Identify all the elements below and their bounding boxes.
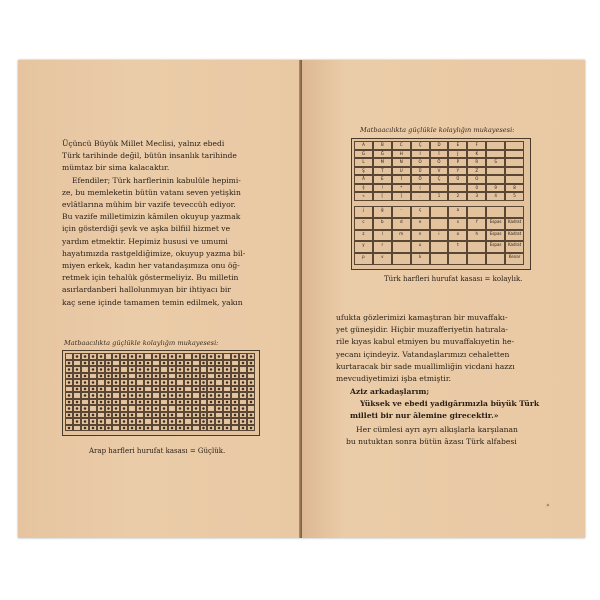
type-case-cell: 3 (467, 192, 486, 201)
arabic-case-cell (112, 425, 120, 432)
type-case-cell (486, 150, 505, 159)
arabic-case-cell (73, 425, 81, 432)
type-case-cell: Espas (486, 241, 505, 253)
type-case-cell: Ç (430, 175, 449, 184)
text-line: yardım etmektir. Hepimiz hususi ve umumi (62, 236, 228, 246)
type-case-cell: Kadrat (505, 218, 524, 230)
page-mark: » (546, 502, 550, 509)
type-case-cell: h (467, 230, 486, 242)
arabic-case-cell (144, 425, 152, 432)
type-case-cell: O (411, 158, 430, 167)
type-case-cell: 2 (448, 192, 467, 201)
type-case-cell: B (373, 141, 392, 150)
type-case-cell (430, 206, 449, 218)
type-case-cell: Espas (486, 218, 505, 230)
type-case-cell: A (354, 141, 373, 150)
type-case-cell (392, 253, 411, 265)
arabic-case-cell (97, 425, 105, 432)
type-case-cell: 0 (467, 184, 486, 193)
arabic-case-cell (176, 425, 184, 432)
type-case-cell (430, 184, 449, 193)
text-line: Türk tarihinde değil, bütün insanlık tarihinde (62, 151, 237, 161)
right-figure-caption: Matbaacılıkta güçlükle kolaylığın mukayesesi: (360, 126, 515, 134)
type-case-cell: G (354, 150, 373, 159)
type-case-cell (505, 141, 524, 150)
type-case-cell: U (392, 167, 411, 176)
type-case-cell: Ü (448, 175, 467, 184)
arabic-case-cell (81, 425, 89, 432)
turkish-type-case-figure (351, 138, 531, 270)
type-case-cell (467, 241, 486, 253)
arabic-type-case-grid (65, 353, 255, 431)
arabic-case-cell (105, 425, 113, 432)
arabic-case-cell (247, 425, 255, 432)
type-case-cell: C (392, 141, 411, 150)
type-case-cell: * (392, 184, 411, 193)
type-case-cell (486, 206, 505, 218)
text-line: kurtaracak bir sade muallimliğin vicdani hazzı (336, 361, 515, 371)
right-closing-text (346, 424, 518, 448)
text-line: Her cümlesi ayrı ayrı alkışlarla karşılanan (356, 425, 518, 434)
type-case-cell: ( (411, 184, 430, 193)
text-line: Bu vazife milletimizin kâmilen okuyup yazmak (62, 212, 241, 222)
type-case-cell: İ (392, 175, 411, 184)
type-case-cell: b (373, 218, 392, 230)
text-line: mevcudiyetimizi işba etmiştir. (336, 374, 452, 384)
type-case-cell: p (354, 253, 373, 265)
text-line: Üçüncü Büyük Millet Meclisi, yalnız ebedi (62, 139, 225, 148)
type-case-cell: Ç (411, 141, 430, 150)
type-case-cell: m (392, 230, 411, 242)
arabic-case-cell (136, 425, 144, 432)
type-case-cell: Ö (411, 175, 430, 184)
arabic-case-cell (65, 425, 73, 432)
type-case-cell: c (354, 218, 373, 230)
type-case-cell: Ö (430, 158, 449, 167)
type-case-cell (430, 253, 449, 265)
type-case-cell: s (448, 218, 467, 230)
type-case-cell: 1 (430, 192, 449, 201)
type-case-cell: k (411, 253, 430, 265)
arabic-case-cell (168, 425, 176, 432)
arabic-case-cell (184, 425, 192, 432)
text-line: milleti bir nur âlemine girecektir.» (350, 411, 499, 421)
right-body-text (336, 312, 515, 385)
type-case-cell: N (392, 158, 411, 167)
type-case-cell: z (354, 230, 373, 242)
left-figure-label: Arap harfleri hurufat kasası = Güçlük. (89, 447, 226, 455)
type-case-cell: Ü (411, 167, 430, 176)
type-case-cell: E (448, 141, 467, 150)
text-line: miyen erkek, kadın her vatandaşımıza onu öğ- (62, 261, 240, 271)
type-case-cell: Â (354, 175, 373, 184)
type-case-cell: V (430, 167, 449, 176)
arabic-type-case-figure (62, 350, 260, 436)
arabic-case-cell (128, 425, 136, 432)
type-case-cell: M (373, 158, 392, 167)
type-case-cell: I (411, 150, 430, 159)
type-case-cell: i (430, 230, 449, 242)
text-line: Yüksek ve ebedi yadigârımızla büyük Türk (360, 399, 540, 409)
text-line: retmek için tehalük göstermeliyiz. Bu milletin (62, 273, 239, 283)
type-case-cell (392, 241, 411, 253)
type-case-cell: F (467, 141, 486, 150)
arabic-case-cell (231, 425, 239, 432)
type-case-cell: H (392, 150, 411, 159)
type-case-cell (486, 167, 505, 176)
left-page (18, 60, 301, 538)
text-line: hayatımızda rastgeldiğimize, okuyup yazma bil- (62, 248, 246, 258)
type-case-cell (505, 175, 524, 184)
type-case-cell: 4 (486, 192, 505, 201)
right-figure-label: Türk harfleri hurufat kasası = kolaylık. (384, 275, 523, 283)
lower-case-grid (354, 206, 524, 265)
type-case-cell: ] (392, 192, 411, 201)
type-case-cell: E (373, 175, 392, 184)
type-case-cell (505, 150, 524, 159)
type-case-cell: t (448, 241, 467, 253)
text-line: bu nutuktan sonra bütün âzası Türk alfabesi (346, 437, 517, 447)
type-case-cell: « (354, 192, 373, 201)
type-case-cell: ğ (373, 206, 392, 218)
upper-case-grid (354, 141, 524, 201)
type-case-cell: S (486, 158, 505, 167)
type-case-cell: T (373, 167, 392, 176)
type-case-cell: - (392, 206, 411, 218)
arabic-case-cell (192, 425, 200, 432)
type-case-cell: J (448, 150, 467, 159)
arabic-case-cell (207, 425, 215, 432)
arabic-case-cell (215, 425, 223, 432)
type-case-cell: Kadrat (505, 230, 524, 242)
type-case-cell (486, 253, 505, 265)
text-line: Aziz arkadaşlarım; (350, 387, 430, 396)
text-line: ze, bu memleketin bütün vatanı seven yetişkin (62, 187, 241, 197)
type-case-cell: Z (467, 167, 486, 176)
arabic-case-cell (200, 425, 208, 432)
type-case-cell: v (373, 253, 392, 265)
text-line: için gösterdiği şevk ve aşka bilfiil hizmet ve (62, 224, 231, 234)
type-case-cell: f (467, 218, 486, 230)
type-case-cell: l (373, 230, 392, 242)
type-case-cell: y (354, 241, 373, 253)
left-body-text (62, 138, 245, 309)
arabic-case-cell (160, 425, 168, 432)
type-case-cell: 8 (505, 184, 524, 193)
type-case-cell: . (411, 192, 430, 201)
text-line: yecanı içindeyiz. Vatandaşlarımızı cehaletten (336, 349, 510, 359)
arabic-case-cell (89, 425, 97, 432)
type-case-cell: Ğ (373, 150, 392, 159)
text-line: yet güneşidir. Hiçbir muzafferiyetin hatırala- (336, 325, 508, 335)
type-case-cell: j (354, 206, 373, 218)
arabic-case-cell (120, 425, 128, 432)
type-case-cell (505, 167, 524, 176)
type-case-cell: a (448, 206, 467, 218)
type-case-cell: § (354, 184, 373, 193)
right-page (302, 60, 585, 538)
type-case-cell (448, 184, 467, 193)
type-case-cell: n (411, 230, 430, 242)
type-case-cell: 9 (486, 184, 505, 193)
type-case-cell (467, 253, 486, 265)
text-line: ufukta gözlerimizi kamaştıran bir muvaffakı- (336, 313, 508, 322)
type-case-cell: e (411, 218, 430, 230)
type-case-cell: Espas (486, 230, 505, 242)
type-case-cell (505, 158, 524, 167)
type-case-cell (430, 241, 449, 253)
arabic-case-cell (239, 425, 247, 432)
text-line: asırlardanberi hallolunmıyan bir ihtiyacı bir (62, 285, 231, 295)
type-case-cell: İ (430, 150, 449, 159)
type-case-cell: L (354, 158, 373, 167)
type-case-cell: R (467, 158, 486, 167)
text-line: mümtaz bir sima kalacaktır. (62, 163, 170, 173)
type-case-cell: r (373, 241, 392, 253)
type-case-cell: O (467, 175, 486, 184)
type-case-cell: u (411, 241, 430, 253)
text-line: Efendiler; Türk harflerinin kabulüle hepimi- (72, 175, 241, 185)
type-case-cell: 5 (505, 192, 524, 201)
text-line: kaç sene içinde tamamen temin edilmek, yakın (62, 297, 243, 307)
type-case-cell: o (448, 230, 467, 242)
arabic-case-cell (223, 425, 231, 432)
type-case-cell: Kadrat (505, 241, 524, 253)
type-case-cell (486, 141, 505, 150)
type-case-cell: D (430, 141, 449, 150)
type-case-cell (448, 253, 467, 265)
type-case-cell (430, 218, 449, 230)
type-case-cell: Kenar (505, 253, 524, 265)
type-case-cell (467, 206, 486, 218)
type-case-cell: K (467, 150, 486, 159)
type-case-cell: Y (448, 167, 467, 176)
type-case-cell (486, 175, 505, 184)
type-case-cell (505, 206, 524, 218)
type-case-cell: ! (373, 184, 392, 193)
type-case-cell: d (392, 218, 411, 230)
type-case-cell: Ş (354, 167, 373, 176)
left-figure-caption: Matbaacılıkta güçlükle kolaylığın mukayesesi: (64, 339, 219, 347)
open-book (18, 60, 585, 538)
type-case-cell: P (448, 158, 467, 167)
type-case-cell: ç (411, 206, 430, 218)
text-line: rile kıyas kabul etmiyen bu muvaffakıyetin he- (336, 337, 515, 347)
text-line: evlâtlarına mühim bir vazife teveccüh ediyor. (62, 200, 236, 210)
type-case-cell: [ (373, 192, 392, 201)
right-quote-text (350, 386, 539, 423)
arabic-case-cell (152, 425, 160, 432)
